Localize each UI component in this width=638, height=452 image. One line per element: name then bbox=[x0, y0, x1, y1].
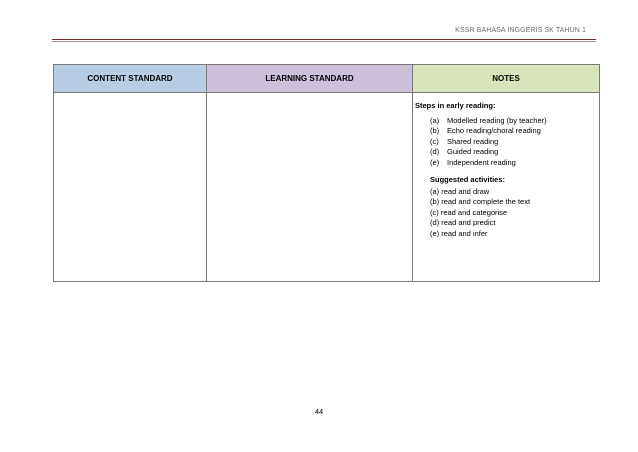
step-label: (c) bbox=[430, 136, 439, 146]
list-item: (c) read and categorise bbox=[430, 207, 508, 217]
content-standard-cell bbox=[54, 93, 207, 282]
content-standard-header: CONTENT STANDARD bbox=[54, 65, 207, 93]
header-rule bbox=[52, 39, 596, 42]
list-item bbox=[430, 137, 599, 148]
learning-standard-header: LEARNING STANDARD bbox=[207, 65, 413, 93]
list-item bbox=[430, 126, 599, 137]
step-text: Echo reading/choral reading bbox=[447, 126, 541, 135]
notes-cell bbox=[413, 93, 600, 282]
list-item: (b) read and complete the text bbox=[430, 197, 531, 206]
table-row bbox=[54, 93, 600, 282]
standards-table bbox=[53, 64, 600, 282]
step-text: Shared reading bbox=[447, 136, 499, 146]
list-item: (d) read and predict bbox=[430, 218, 496, 227]
steps-heading: Steps in early reading: bbox=[415, 101, 496, 110]
step-label: (a) bbox=[430, 115, 440, 125]
table-header-row bbox=[54, 65, 600, 93]
list-item: (a) read and draw bbox=[430, 186, 490, 196]
step-text: Guided reading bbox=[447, 147, 499, 156]
step-text: Modelled reading (by teacher) bbox=[447, 115, 547, 125]
list-item bbox=[430, 116, 599, 127]
notes-header: NOTES bbox=[413, 65, 600, 93]
list-item bbox=[430, 147, 599, 158]
steps-list bbox=[430, 116, 599, 169]
list-item: (e) read and infer bbox=[430, 228, 488, 238]
step-label: (e) bbox=[430, 157, 440, 167]
page-number: 44 bbox=[314, 407, 324, 416]
activities-heading: Suggested activities: bbox=[430, 175, 506, 184]
step-label: (b) bbox=[430, 126, 440, 135]
step-text: Independent reading bbox=[447, 157, 516, 167]
learning-standard-cell bbox=[207, 93, 413, 282]
step-label: (d) bbox=[430, 147, 440, 156]
activities-list bbox=[430, 187, 599, 240]
running-header: KSSR BAHASA INGGERIS SK TAHUN 1 bbox=[455, 27, 586, 34]
list-item bbox=[430, 158, 599, 169]
